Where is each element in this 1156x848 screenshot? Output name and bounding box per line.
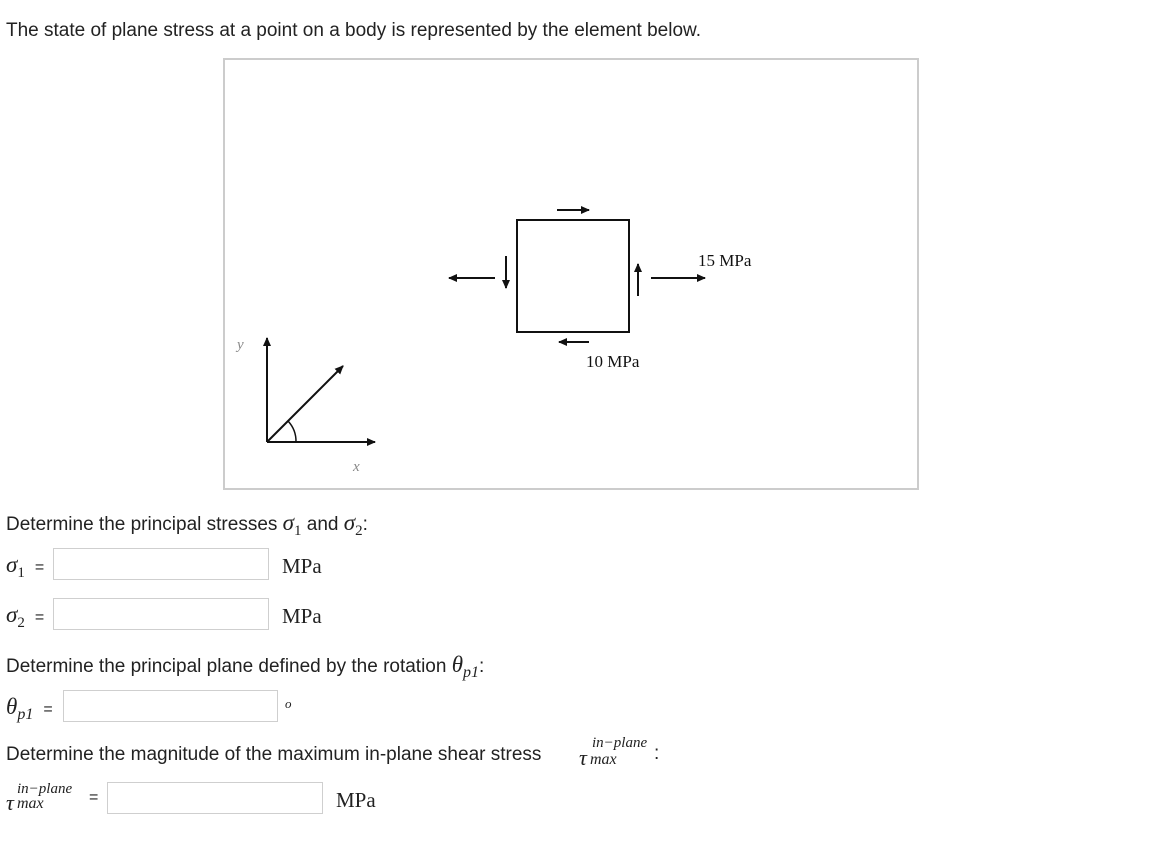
q2-colon: : — [479, 656, 485, 677]
sigma2-label — [6, 602, 45, 631]
axis-label-y: y — [237, 337, 244, 353]
stress-element-square — [517, 220, 629, 332]
sigma2-sub: 2 — [17, 615, 25, 631]
axis-label-x: x — [353, 459, 360, 475]
stress-element-figure — [223, 58, 919, 490]
theta-sub: p1 — [17, 706, 34, 723]
q2-prompt: Determine the principal plane defined by the rotation — [6, 656, 447, 677]
q1-colon: : — [362, 514, 368, 535]
q3-prompt: Determine the magnitude of the maximum in-plane shear stress — [6, 744, 542, 765]
theta-equals: = — [43, 701, 53, 718]
sigma1-sub: 1 — [17, 565, 25, 581]
theta-symbol: θ — [6, 694, 18, 719]
label-15-mpa: 15 MPa — [698, 251, 752, 270]
q3-tau-sup: in−plane — [592, 735, 648, 751]
q1-sigma1-symbol: σ — [282, 510, 295, 535]
tau-unit: MPa — [336, 788, 376, 812]
sigma2-symbol: σ — [6, 602, 18, 627]
stress-element-diagram — [225, 60, 921, 492]
q1-sigma2-sub: 2 — [355, 523, 363, 539]
sigma1-input[interactable] — [53, 548, 269, 580]
intro-text: The state of plane stress at a point on a body is represented by the element below. — [6, 20, 701, 41]
sigma1-symbol: σ — [6, 552, 18, 577]
q3-tau-sub: max — [590, 751, 617, 768]
q2-theta-symbol: θ — [451, 652, 464, 677]
q3-tau-symbol: τ — [579, 745, 587, 770]
theta-label — [6, 694, 53, 723]
sigma2-input[interactable] — [53, 598, 269, 630]
q1-and: and — [306, 514, 339, 535]
sigma2-unit: MPa — [282, 604, 322, 628]
q3-colon: : — [654, 743, 660, 764]
rotated-axis-arrow — [267, 366, 343, 442]
theta-input[interactable] — [63, 690, 278, 722]
tau-sup: in−plane — [17, 781, 73, 797]
question-max-shear — [6, 744, 541, 766]
tau-input[interactable] — [107, 782, 323, 814]
question-principal-plane — [6, 652, 485, 681]
sigma1-label — [6, 552, 45, 581]
tau-label — [6, 780, 88, 816]
sigma1-unit: MPa — [282, 554, 322, 578]
q1-prompt: Determine the principal stresses — [6, 514, 278, 535]
tau-sub: max — [17, 795, 44, 812]
sigma1-equals: = — [34, 559, 45, 576]
question-principal-stresses — [6, 510, 368, 539]
tau-equals: = — [89, 789, 99, 806]
q3-tau-symbol-group — [579, 733, 661, 771]
angle-arc — [288, 421, 296, 442]
sigma2-equals: = — [34, 609, 45, 626]
q1-sigma1-sub: 1 — [294, 523, 302, 539]
q1-sigma2-symbol: σ — [343, 510, 356, 535]
degree-unit: o — [285, 696, 292, 711]
tau-symbol: τ — [6, 790, 14, 815]
q2-theta-sub: p1 — [463, 664, 480, 681]
label-10-mpa: 10 MPa — [586, 352, 640, 371]
